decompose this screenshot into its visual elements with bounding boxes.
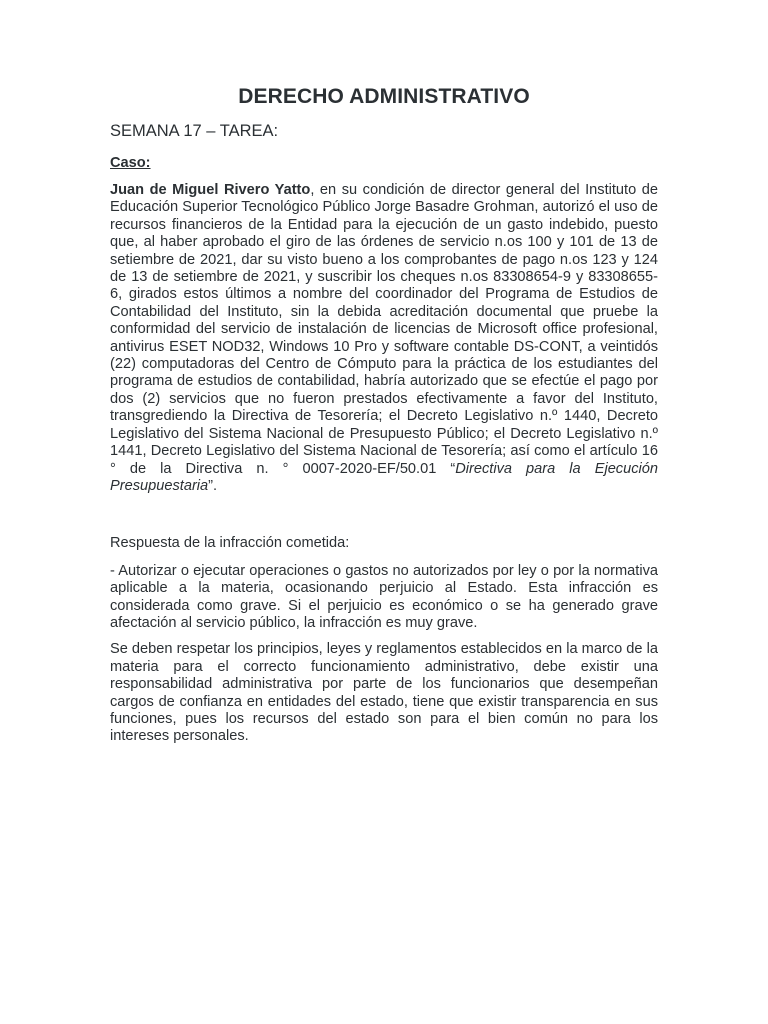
directive-name: Directiva para la Ejecución Presupuestaria: [110, 460, 658, 494]
case-closing: ”.: [208, 477, 218, 494]
case-paragraph: [110, 182, 658, 495]
week-heading: SEMANA 17 – TAREA:: [110, 122, 279, 140]
case-label: Caso:: [110, 155, 151, 171]
document-title: DERECHO ADMINISTRATIVO: [238, 85, 530, 108]
answer-paragraph: - Autorizar o ejecutar operaciones o gastos no autorizados por ley o por la normativa aplicable a la materia, ocasionando perjuicio al Estado. Esta infracción es considerada como grave. Si el perjuicio es económico o se ha generado grave afectación al servicio público, la infracción es muy grave.: [110, 562, 658, 631]
document-page: [110, 82, 658, 746]
answer-heading: Respuesta de la infracción cometida:: [110, 535, 350, 552]
case-person-name: Juan de Miguel Rivero Yatto: [110, 182, 311, 198]
conclusion-paragraph: Se deben respetar los principios, leyes y reglamentos establecidos en la marco de la materia para el correcto funcionamiento administrativo, debe existir una responsabilidad administrativa por parte de los funcionarios que desempeñan cargos de confianza en entidades del estado, tiene que existir transparencia en sus funciones, pues los recursos del estado son para el bien común no para los intereses personales.: [110, 641, 658, 745]
case-body: , en su condición de director general del Instituto de Educación Superior Tecnológico Público Jorge Basadre Grohman, autorizó el uso de recursos financieros de la Entidad para la ejecución de un gasto indebido, puesto que, al haber aprobado el giro de las órdenes de servicio n.os 100 y 101 de 13 de setiembre de 2021, dar su visto bueno a los comprobantes de pago n.os 123 y 124 de 13 de setiembre de 2021, y suscribir los cheques n.os 83308654-9 y 83308655-6, girados estos últimos a nombre del coordinador del Programa de Estudios de Contabilidad del Instituto, sin la debida acreditación documental que pruebe la conformidad del servicio de instalación de licencias de Microsoft office profesional, antivirus ESET NOD32, Windows 10 Pro y software contable DS-CONT, a veintidós (22) computadoras del Centro de Cómputo para la práctica de los estudiantes del programa de estudios de contabilidad, habría autorizado que se efectúe el pago por dos (2) servicios que no fueron prestados efectivamente a favor del Instituto, transgrediendo la Directiva de Tesorería; el Decreto Legislativo n.º 1440, Decreto Legislativo del Sistema Nacional de Presupuesto Público; el Decreto Legislativo n.º 1441, Decreto Legislativo del Sistema Nacional de Tesorería; así como el artículo 16 ° de la Directiva n. ° 0007-2020-EF/50.01 “: [110, 182, 658, 477]
